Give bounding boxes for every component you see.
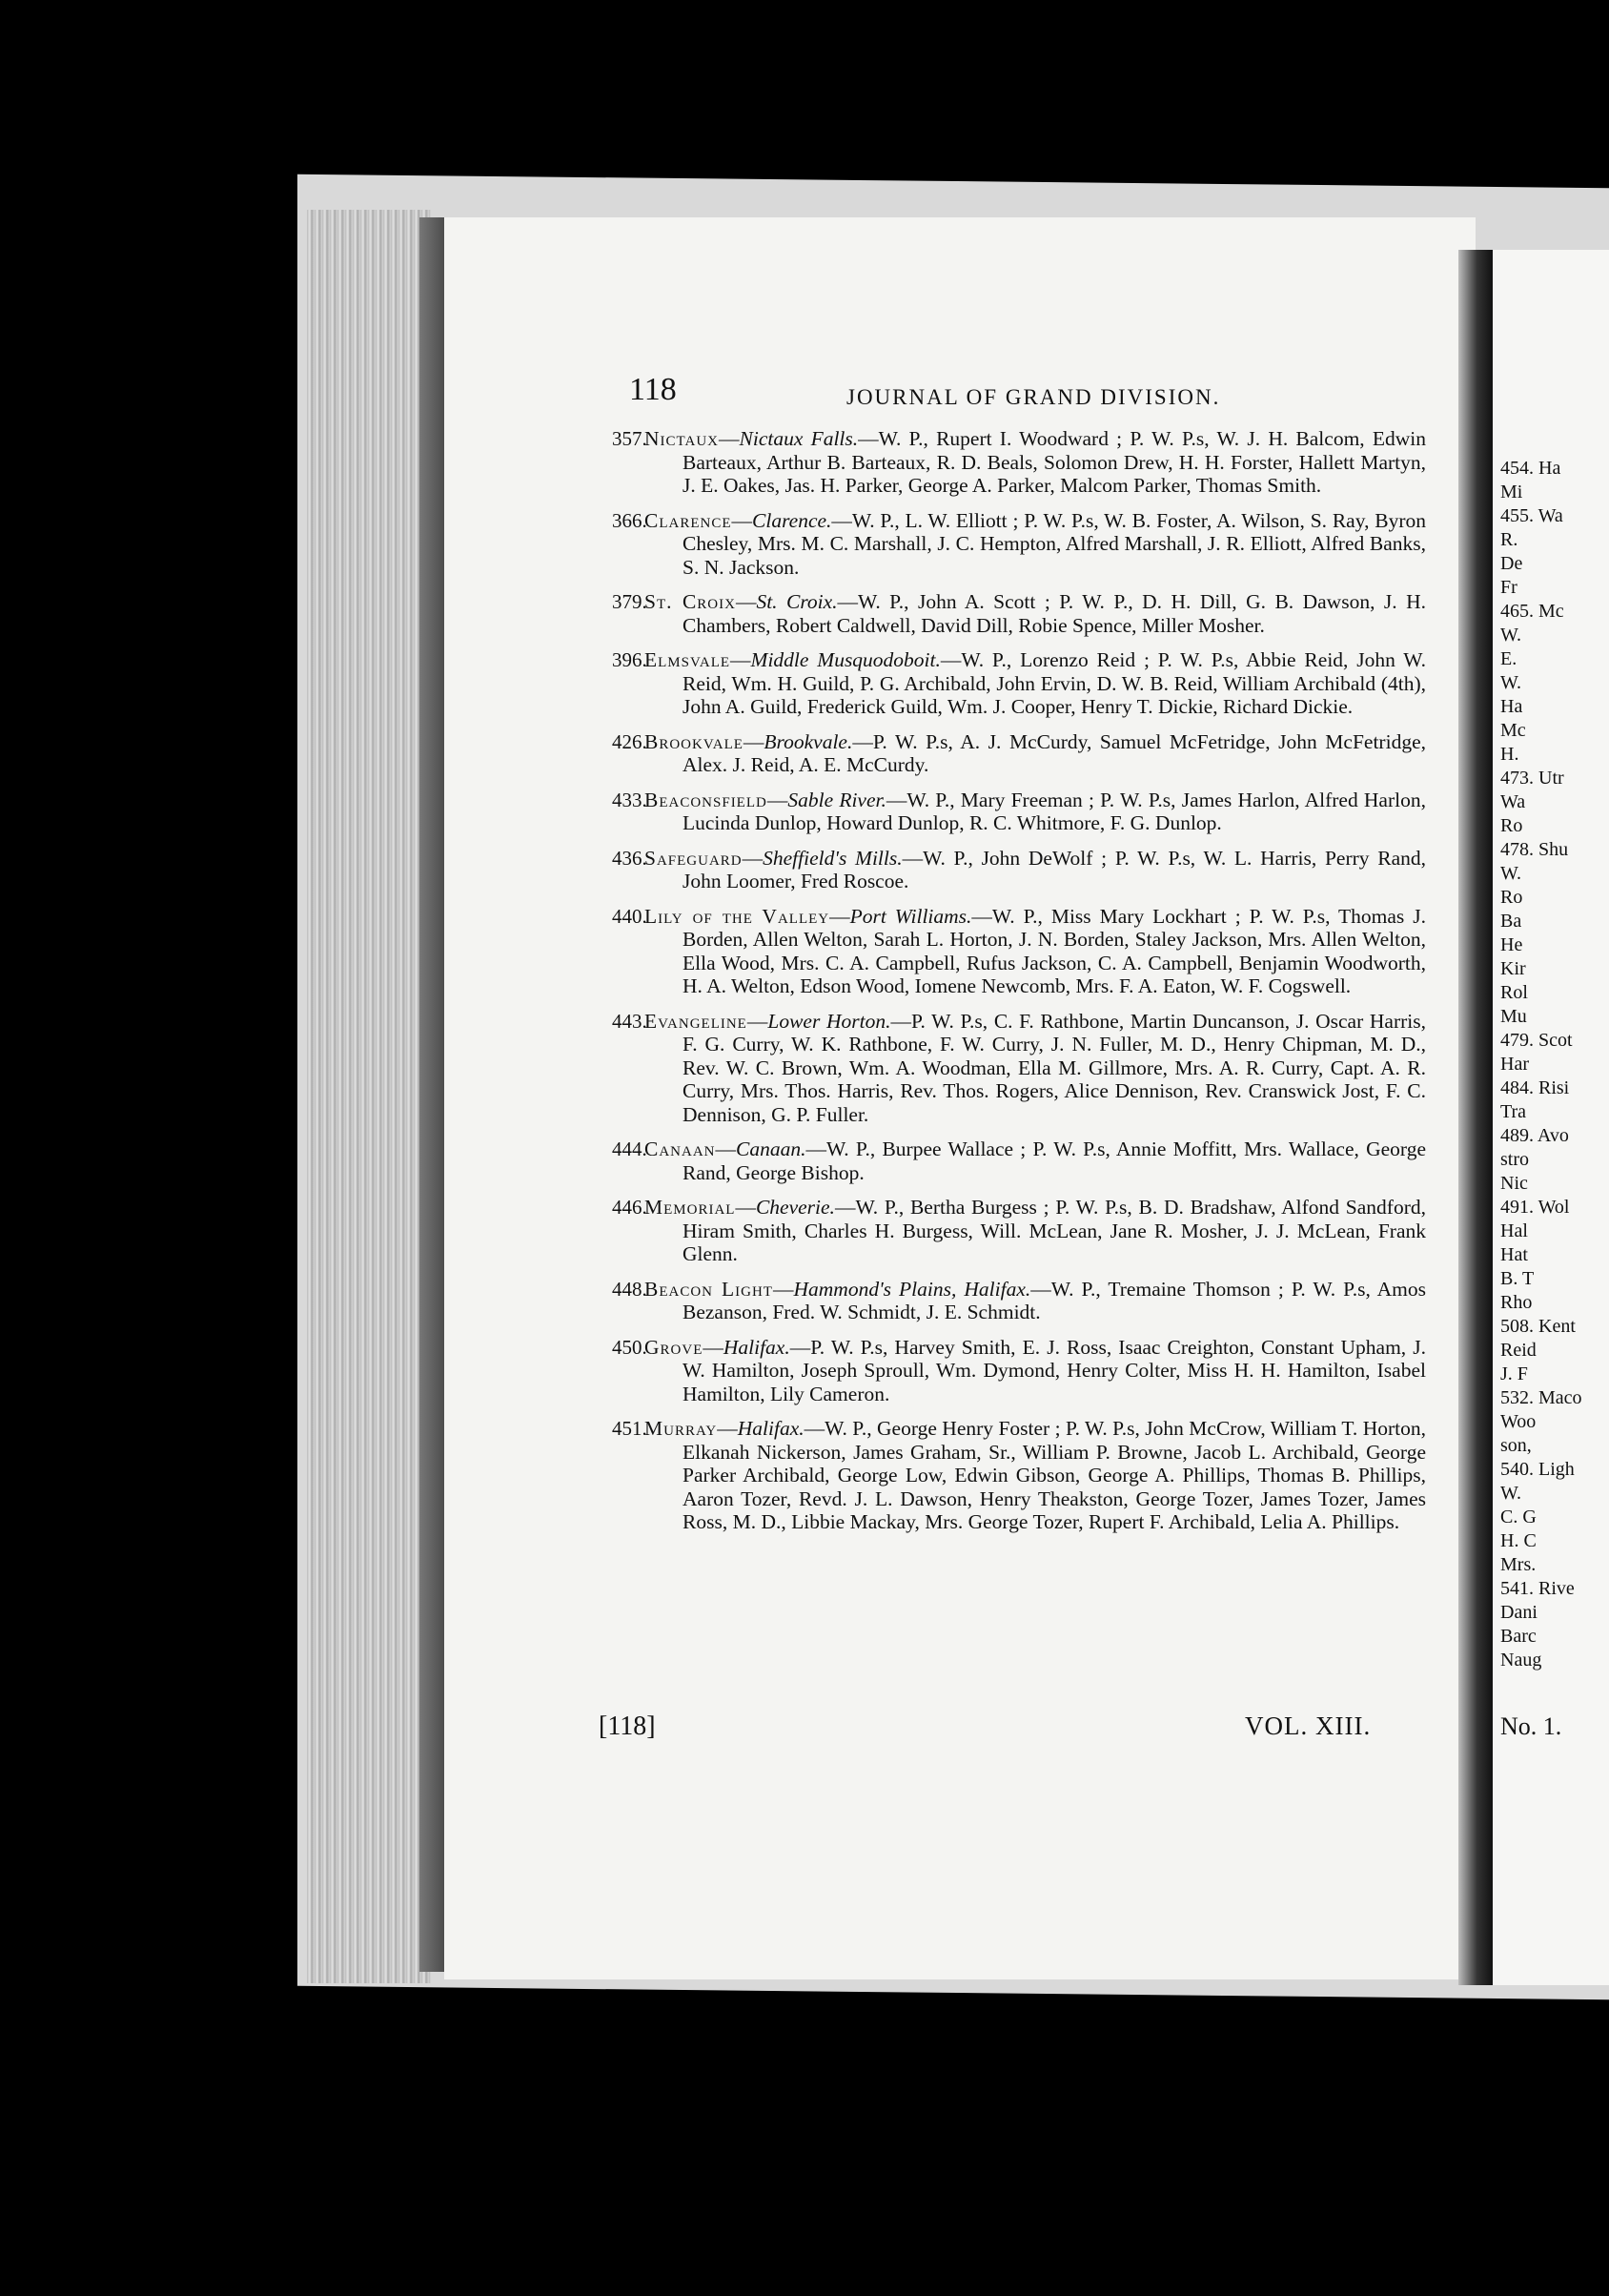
division-location: Middle Musquodoboit. (750, 648, 941, 671)
next-page-line: Rho (1500, 1292, 1533, 1313)
next-page-line: 532. Maco (1500, 1387, 1582, 1408)
next-page-line: Hat (1500, 1244, 1528, 1265)
officer-list: —P. W. P.s, A. J. McCurdy, Samuel McFetridge, John McFetridge, Alex. J. Reid, A. E. McCurdy. (682, 729, 1426, 776)
division-name: Canaan (644, 1138, 716, 1160)
next-page-line: Wa (1500, 791, 1526, 812)
page-number: 118 (629, 372, 677, 407)
next-page-line: 508. Kent (1500, 1316, 1576, 1337)
division-location: Halifax. (737, 1417, 804, 1440)
officer-list: —W. P., L. W. Elliott ; P. W. P.s, W. B. Foster, A. Wilson, S. Ray, Byron Chesley, Mrs. M. C. Marshall, J. C. Hempton, Alfred Marshall, J. R. Elliott, Alfred Banks, S. N. Jackson. (682, 508, 1426, 579)
entry-number: 448. (612, 1277, 647, 1301)
next-page-line: Reid (1500, 1340, 1537, 1361)
entry-number: 444. (612, 1138, 647, 1160)
entry-text: Evangeline—Lower Horton.—P. W. P.s, C. F. Rathbone, Martin Duncanson, J. Oscar Harris, F. G. Curry, W. K. Rathbone, F. W. Curry, J. N. Fuller, M. D., Henry Chipman, M. D., Rev. W. C. Brown, Wm. A. Woodman, Ella M. Gillmore, Mrs. A. R. Curry, Capt. A. R. Curry, Mrs. Thos. Harris, Rev. Thos. Rogers, Alice Dennison, Rev. Cranswick Jost, F. C. Dennison, G. P. Fuller. (644, 1009, 1426, 1126)
next-page-line: H. (1500, 744, 1519, 765)
next-page-line: Mrs. (1500, 1554, 1537, 1575)
next-page-line: 454. Ha (1500, 458, 1561, 479)
next-page-line: Ha (1500, 696, 1523, 717)
next-page-line: Har (1500, 1054, 1529, 1075)
division-entry (612, 590, 1426, 637)
division-entry (612, 1138, 1426, 1184)
next-page-line: Dani (1500, 1602, 1538, 1623)
next-page-line: 541. Rive (1500, 1578, 1575, 1599)
next-page-line: 478. Shu (1500, 839, 1569, 860)
division-location: Lower Horton. (767, 1009, 891, 1033)
division-location: Clarence. (752, 508, 832, 532)
division-location: Halifax. (723, 1335, 790, 1359)
entry-text: Memorial—Cheverie.—W. P., Bertha Burgess ; P. W. P.s, B. D. Bradshaw, Alfond Sandford, Hiram Smith, Charles H. Burgess, Will. McLean, Jane R. Mosher, J. J. McLean, Frank Glenn. (644, 1196, 1426, 1265)
division-entry (612, 648, 1427, 719)
division-name: Safeguard (644, 846, 743, 870)
officer-list: —W. P., Miss Mary Lockhart ; P. W. P.s, Thomas J. Borden, Allen Welton, Sarah L. Horton, J. N. Borden, Staley Jackson, Mrs. Allen Welton, Ella Wood, Mrs. C. A. Campbell, Rufus Jackson, C. A. Campbell, Benjamin Woodworth, H. A. Welton, Edson Wood, Iomene Newcomb, Mrs. F. A. Eaton, W. F. Cogswell. (682, 904, 1426, 997)
division-location: Sheffield's Mills. (763, 846, 903, 870)
next-page-line: 455. Wa (1500, 505, 1563, 526)
division-location: Nictaux Falls. (739, 427, 859, 450)
entry-text: Canaan—Canaan.—W. P., Burpee Wallace ; P. W. P.s, Annie Moffitt, Mrs. Wallace, George Rand, George Bishop. (644, 1138, 1426, 1184)
entry-text: Brookvale—Brookvale.—P. W. P.s, A. J. McCurdy, Samuel McFetridge, John McFetridge, Alex. J. Reid, A. E. McCurdy. (644, 729, 1426, 776)
next-page-line: H. C (1500, 1530, 1537, 1551)
next-page-lines (1500, 458, 1609, 1673)
entry-text: Beaconsfield—Sable River.—W. P., Mary Freeman ; P. W. P.s, James Harlon, Alfred Harlon, Lucinda Dunlop, Howard Dunlop, R. C. Whitmore, F. G. Dunlop. (644, 788, 1426, 834)
next-page-line: son, (1500, 1435, 1532, 1456)
next-page-footer: No. 1. (1500, 1712, 1562, 1740)
footer-volume: VOL. XIII. (1245, 1712, 1372, 1740)
next-page-line: 540. Ligh (1500, 1459, 1575, 1480)
division-entry (612, 1009, 1426, 1127)
division-location: Canaan. (736, 1138, 806, 1160)
division-name: St. Croix (644, 590, 736, 613)
division-location: Hammond's Plains, Halifax. (793, 1277, 1031, 1301)
division-location: Sable River. (787, 788, 886, 811)
officer-list: —W. P., Rupert I. Woodward ; P. W. P.s, W. J. H. Balcom, Edwin Barteaux, Arthur B. Barteaux, R. D. Beals, Solomon Drew, H. H. Forster, Hallett Martyn, J. E. Oakes, Jas. H. Parker, George A. Parker, Malcom Parker, Thomas Smith. (682, 427, 1426, 497)
entry-number: 436. (612, 846, 647, 870)
next-page-line: Mu (1500, 1006, 1527, 1027)
entry-text: Grove—Halifax.—P. W. P.s, Harvey Smith, E. J. Ross, Isaac Creighton, Constant Upham, J. W. Hamilton, Joseph Sproull, Wm. Dymond, Henry Colter, Miss H. H. Hamilton, Isabel Hamilton, Lily Cameron. (644, 1335, 1426, 1405)
division-name: Elmsvale (644, 648, 731, 671)
next-page-line: Hal (1500, 1220, 1528, 1241)
next-page-line: W. (1500, 1483, 1522, 1504)
entry-number: 366. (612, 508, 647, 532)
next-page-line: Fr (1500, 577, 1517, 598)
officer-list: —W. P., George Henry Foster ; P. W. P.s, John McCrow, William T. Horton, Elkanah Nickerson, James Graham, Sr., William P. Browne, Jacob L. Archibald, George Parker Archibald, George Low, Edwin Gibson, George A. Phillips, Thomas B. Phillips, Aaron Tozer, Revd. J. L. Dawson, Henry Theakston, George Tozer, James Tozer, James Ross, M. D., Libbie Mackay, Mrs. George Tozer, Rupert F. Archibald, Lelia A. Phillips. (682, 1417, 1426, 1533)
officer-list: —W. P., Tremaine Thomson ; P. W. P.s, Amos Bezanson, Fred. W. Schmidt, J. E. Schmidt. (682, 1277, 1427, 1323)
next-page-line: 479. Scot (1500, 1030, 1573, 1051)
next-page-line: Ba (1500, 911, 1522, 932)
entry-number: 443. (612, 1009, 647, 1033)
officer-list: —P. W. P.s, C. F. Rathbone, Martin Duncanson, J. Oscar Harris, F. G. Curry, W. K. Rathbone, F. W. Curry, J. N. Fuller, M. D., Henry Chipman, M. D., Rev. W. C. Brown, Wm. A. Woodman, Ella M. Gillmore, Mrs. A. R. Curry, Capt. A. R. Curry, Mrs. Thos. Harris, Rev. Thos. Rogers, Alice Dennison, Rev. Cranswick Jost, F. C. Dennison, G. P. Fuller. (682, 1009, 1426, 1126)
division-name: Memorial (644, 1196, 736, 1219)
next-page-line: Rol (1500, 982, 1528, 1003)
entry-number: 450. (612, 1335, 647, 1359)
division-name: Grove (644, 1335, 703, 1359)
entry-text: St. Croix—St. Croix.—W. P., John A. Scott ; P. W. P., D. H. Dill, G. B. Dawson, J. H. Chambers, Robert Caldwell, David Dill, Robie Spence, Miller Mosher. (644, 590, 1426, 637)
next-page-line: Naug (1500, 1650, 1542, 1671)
division-name: Brookvale (644, 729, 743, 753)
entry-number: 426. (612, 729, 647, 753)
next-page-line: Nic (1500, 1173, 1528, 1194)
officer-list: —W. P., Bertha Burgess ; P. W. P.s, B. D. Bradshaw, Alfond Sandford, Hiram Smith, Charles H. Burgess, Will. McLean, Jane R. Mosher, J. J. McLean, Frank Glenn. (682, 1196, 1426, 1265)
next-page-line: 465. Mc (1500, 601, 1564, 622)
division-entry (612, 1196, 1426, 1266)
next-page-line: B. T (1500, 1268, 1535, 1289)
entry-text: Beacon Light—Hammond's Plains, Halifax.—W. P., Tremaine Thomson ; P. W. P.s, Amos Bezanson, Fred. W. Schmidt, J. E. Schmidt. (644, 1277, 1427, 1323)
next-page-line: Kir (1500, 958, 1526, 979)
entry-text: Murray—Halifax.—W. P., George Henry Foster ; P. W. P.s, John McCrow, William T. Horton, Elkanah Nickerson, James Graham, Sr., William P. Browne, Jacob L. Archibald, George Parker Archibald, George Low, Edwin Gibson, George A. Phillips, Thomas B. Phillips, Aaron Tozer, Revd. J. L. Dawson, Henry Theakston, George Tozer, James Tozer, James Ross, M. D., Libbie Mackay, Mrs. George Tozer, Rupert F. Archibald, Lelia A. Phillips. (644, 1417, 1426, 1533)
division-name: Evangeline (644, 1009, 747, 1033)
entry-number: 433. (612, 788, 647, 811)
division-name: Clarence (644, 508, 732, 532)
entry-number: 446. (612, 1196, 647, 1219)
entry-text: Clarence—Clarence.—W. P., L. W. Elliott ; P. W. P.s, W. B. Foster, A. Wilson, S. Ray, Byron Chesley, Mrs. M. C. Marshall, J. C. Hempton, Alfred Marshall, J. R. Elliott, Alfred Banks, S. N. Jackson. (644, 508, 1426, 579)
division-entry (612, 508, 1426, 580)
next-page-line: E. (1500, 648, 1517, 669)
entry-number: 379. (612, 590, 647, 613)
division-location: St. Croix. (756, 590, 838, 613)
division-name: Lily of the Valley (644, 904, 830, 928)
entry-number: 357. (612, 427, 647, 450)
next-page-line: Ro (1500, 887, 1523, 908)
next-page-line: Barc (1500, 1626, 1537, 1647)
entry-text: Nictaux—Nictaux Falls.—W. P., Rupert I. Woodward ; P. W. P.s, W. J. H. Balcom, Edwin Barteaux, Arthur B. Barteaux, R. D. Beals, Solomon Drew, H. H. Forster, Hallett Martyn, J. E. Oakes, Jas. H. Parker, George A. Parker, Malcom Parker, Thomas Smith. (644, 427, 1426, 497)
officer-list: —W. P., Burpee Wallace ; P. W. P.s, Annie Moffitt, Mrs. Wallace, George Rand, George Bishop. (682, 1138, 1426, 1184)
entry-text: Safeguard—Sheffield's Mills.—W. P., John DeWolf ; P. W. P.s, W. L. Harris, Perry Rand, John Loomer, Fred Roscoe. (644, 846, 1426, 892)
division-location: Brookvale. (764, 729, 853, 753)
division-entry (612, 1417, 1426, 1534)
division-name: Nictaux (644, 427, 719, 450)
next-page-line: J. F (1500, 1363, 1528, 1384)
next-page-line: stro (1500, 1149, 1529, 1170)
entry-number: 396. (612, 648, 647, 671)
officer-list: —W. P., John A. Scott ; P. W. P., D. H. Dill, G. B. Dawson, J. H. Chambers, Robert Caldwell, David Dill, Robie Spence, Miller Mosher. (682, 590, 1426, 637)
division-location: Cheverie. (755, 1196, 835, 1219)
officer-list: —W. P., Mary Freeman ; P. W. P.s, James Harlon, Alfred Harlon, Lucinda Dunlop, Howard Dunlop, R. C. Whitmore, F. G. Dunlop. (682, 788, 1426, 834)
next-page-line: Ro (1500, 815, 1523, 836)
division-name: Murray (644, 1417, 718, 1440)
division-entries (612, 427, 1427, 1546)
division-name: Beaconsfield (644, 788, 767, 811)
next-page-line: C. G (1500, 1507, 1537, 1527)
next-page-line: 473. Utr (1500, 768, 1564, 789)
next-page-line: Mc (1500, 720, 1526, 741)
next-page-line: 491. Wol (1500, 1197, 1570, 1218)
next-page-line: Woo (1500, 1411, 1537, 1432)
entry-number: 451. (612, 1417, 647, 1440)
division-entry (612, 788, 1426, 835)
next-page-line: De (1500, 553, 1523, 574)
footer-page-number: [118] (599, 1712, 656, 1741)
division-location: Port Williams. (849, 904, 972, 928)
officer-list: —P. W. P.s, Harvey Smith, E. J. Ross, Isaac Creighton, Constant Upham, J. W. Hamilton, Joseph Sproull, Wm. Dymond, Henry Colter, Miss H. H. Hamilton, Isabel Hamilton, Lily Cameron. (682, 1335, 1426, 1405)
next-page-line: W. (1500, 625, 1522, 646)
next-page-line: R. (1500, 529, 1518, 550)
next-page-line: He (1500, 934, 1523, 955)
next-page-line: 484. Risi (1500, 1077, 1570, 1098)
entry-number: 440. (612, 904, 647, 928)
next-page-line: Tra (1500, 1101, 1527, 1122)
officer-list: —W. P., John DeWolf ; P. W. P.s, W. L. Harris, Perry Rand, John Loomer, Fred Roscoe. (682, 846, 1426, 892)
next-page-line: Mi (1500, 482, 1523, 502)
running-title: JOURNAL OF GRAND DIVISION. (846, 385, 1221, 409)
next-page-line: 489. Avo (1500, 1125, 1569, 1146)
page-edges (307, 210, 431, 1983)
left-gutter (419, 217, 446, 1972)
division-entry (612, 1277, 1427, 1324)
officer-list: —W. P., Lorenzo Reid ; P. W. P.s, Abbie Reid, John W. Reid, Wm. H. Guild, P. G. Archibald, John Ervin, D. W. B. Reid, William Archibald (4th), John A. Guild, Frederick Guild, Wm. J. Cooper, Henry T. Dickie, Richard Dickie. (682, 648, 1427, 718)
division-name: Beacon Light (644, 1277, 773, 1301)
entry-text: Lily of the Valley—Port Williams.—W. P., Miss Mary Lockhart ; P. W. P.s, Thomas J. Borden, Allen Welton, Sarah L. Horton, J. N. Borden, Staley Jackson, Mrs. Allen Welton, Ella Wood, Mrs. C. A. Campbell, Rufus Jackson, C. A. Campbell, Benjamin Woodworth, H. A. Welton, Edson Wood, Iomene Newcomb, Mrs. F. A. Eaton, W. F. Cogswell. (644, 904, 1426, 997)
division-entry (612, 904, 1426, 998)
right-gutter (1458, 250, 1493, 1985)
next-page-line: W. (1500, 863, 1522, 884)
division-entry (612, 1335, 1426, 1406)
division-entry (612, 846, 1426, 893)
next-page-fragment (1493, 250, 1609, 1985)
next-page-line: W. (1500, 672, 1522, 693)
entry-text: Elmsvale—Middle Musquodoboit.—W. P., Lorenzo Reid ; P. W. P.s, Abbie Reid, John W. Reid, Wm. H. Guild, P. G. Archibald, John Ervin, D. W. B. Reid, William Archibald (4th), John A. Guild, Frederick Guild, Wm. J. Cooper, Henry T. Dickie, Richard Dickie. (644, 648, 1427, 718)
division-entry (612, 427, 1426, 498)
division-entry (612, 729, 1426, 777)
